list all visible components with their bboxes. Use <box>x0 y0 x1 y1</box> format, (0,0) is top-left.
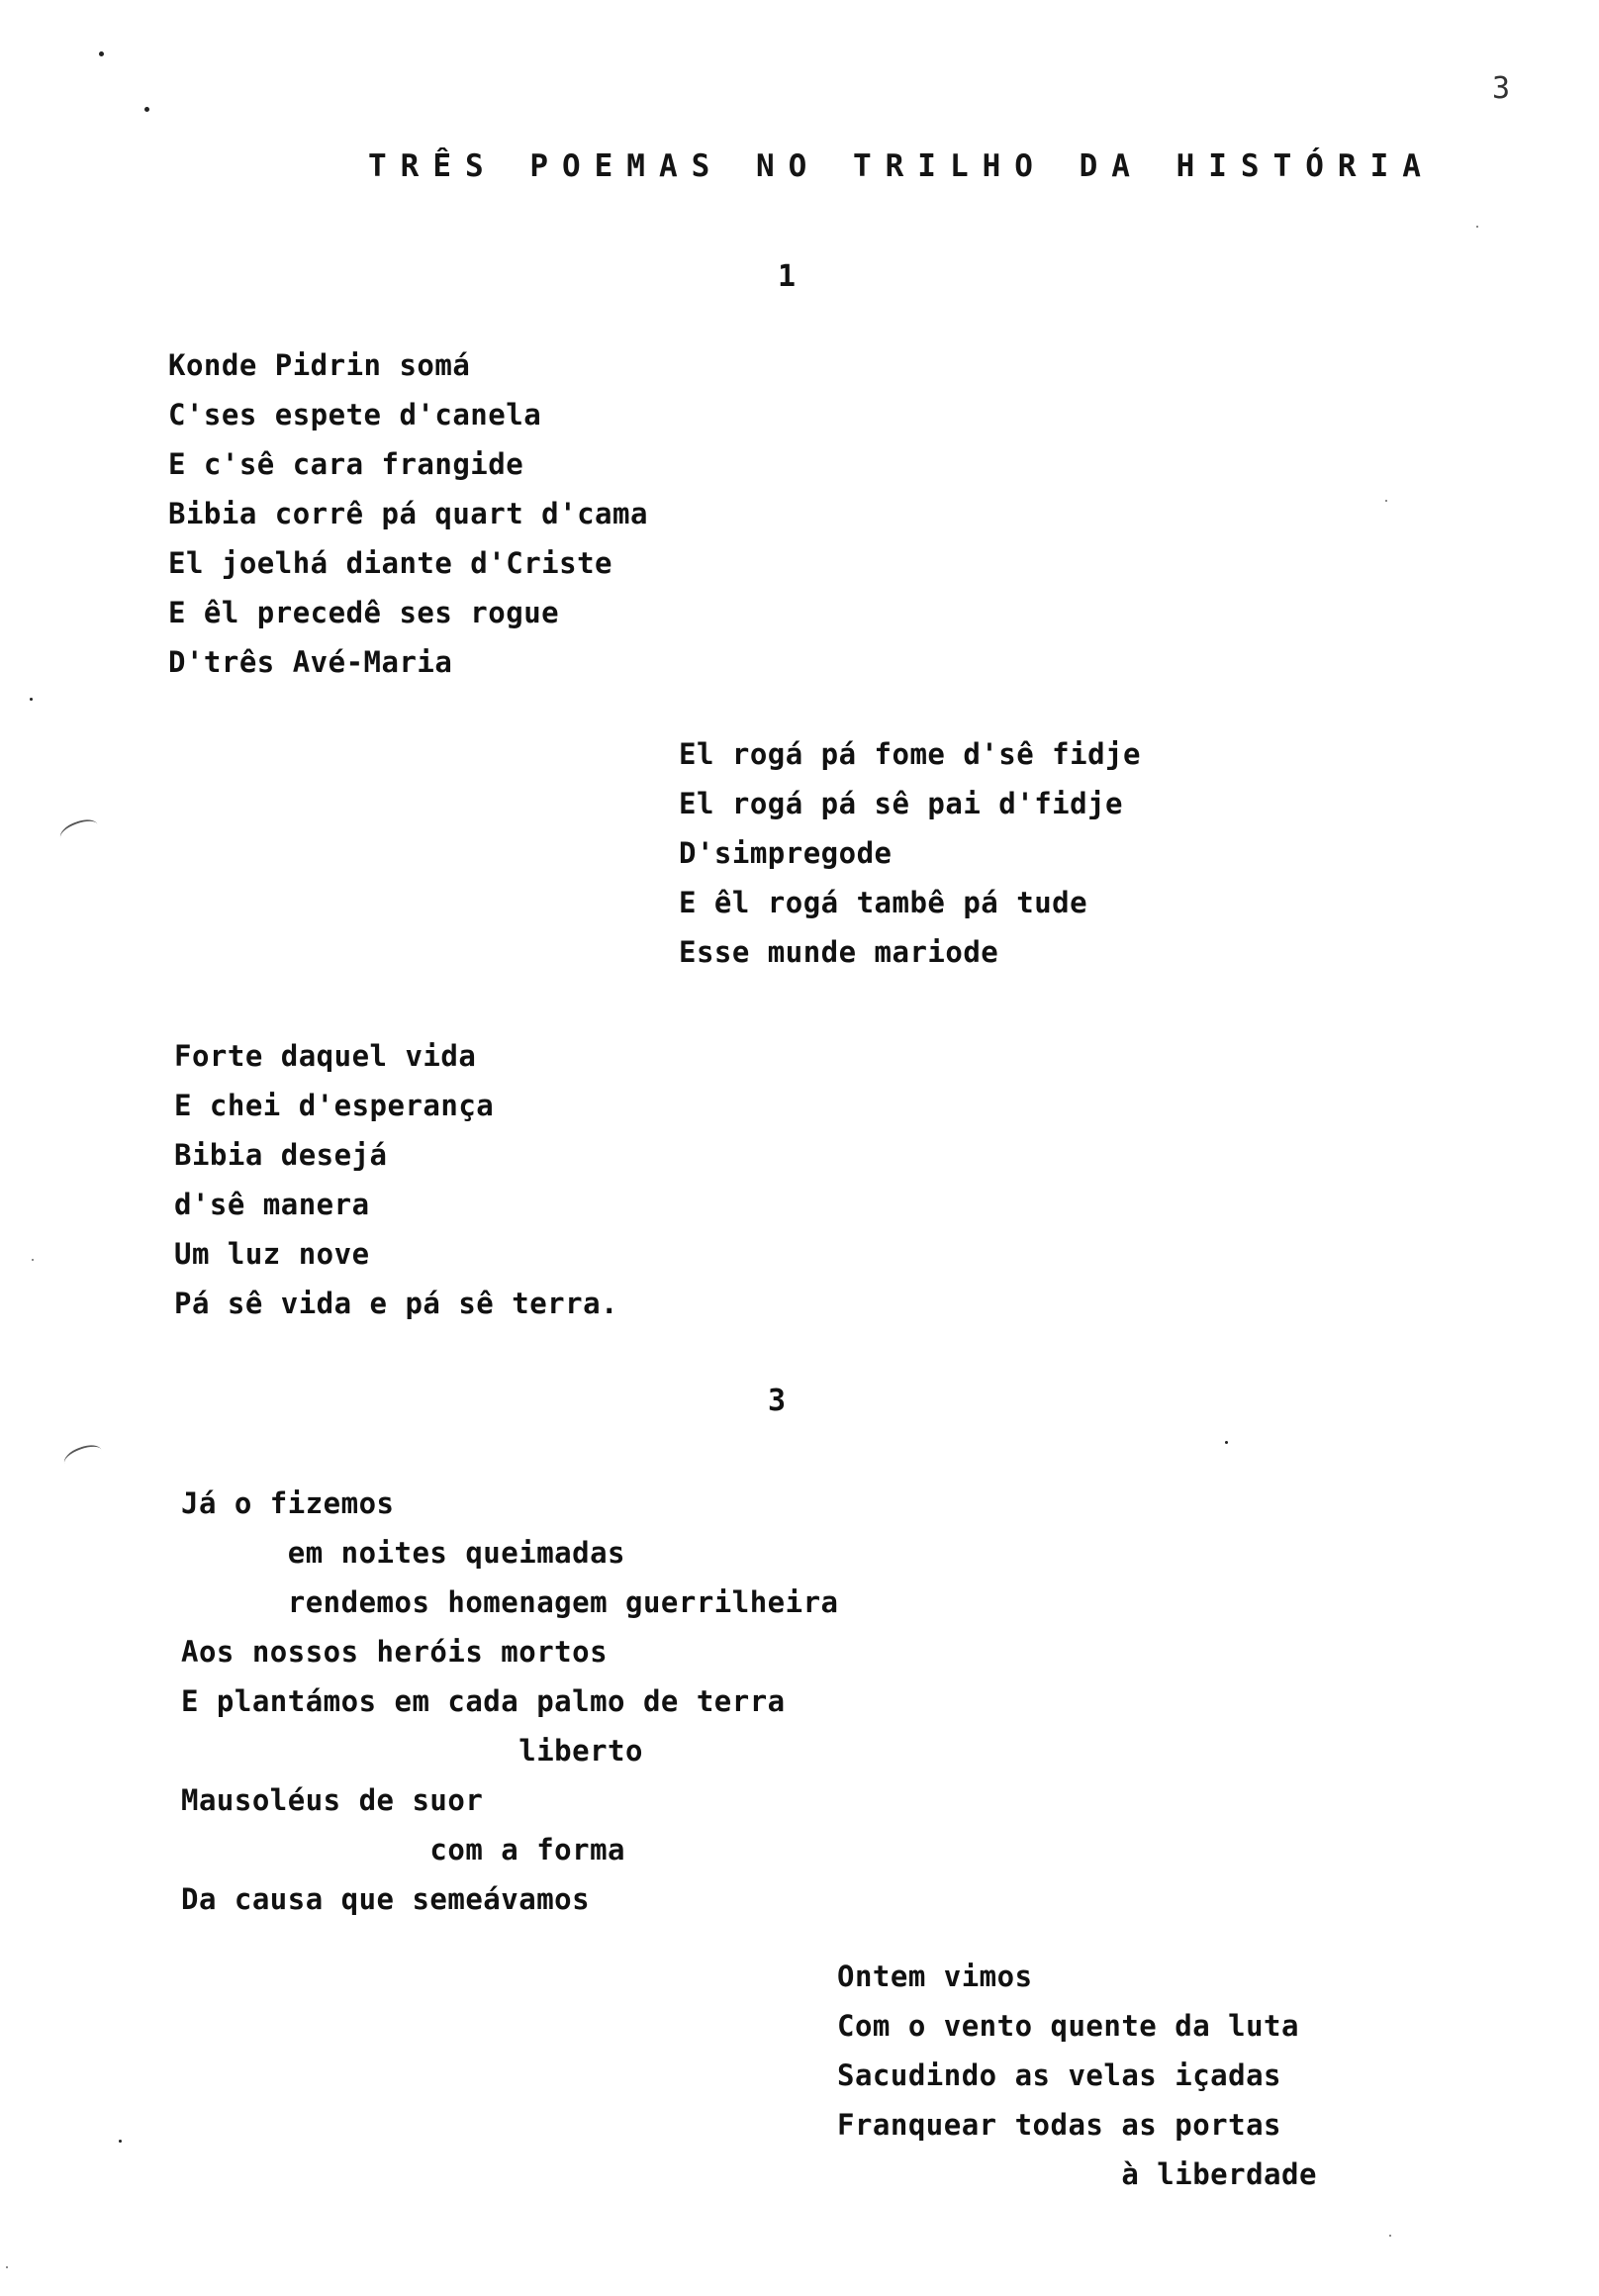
poem-line: D'três Avé-Maria <box>168 645 453 679</box>
poem-1-stanza-1 <box>168 340 648 687</box>
scan-speck <box>119 2140 122 2143</box>
page-number-mark: 3 <box>1492 71 1511 106</box>
poem-line: E chei d'esperança <box>174 1089 495 1122</box>
poem-line: Bibia corrê pá quart d'cama <box>168 497 648 530</box>
poem-line: d'sê manera <box>174 1188 370 1221</box>
poem-line: Da causa que semeávamos <box>181 1882 591 1916</box>
poem-line: E plantámos em cada palmo de terra <box>181 1684 786 1718</box>
poem-line: C'ses espete d'canela <box>168 398 542 431</box>
scan-mark <box>57 815 101 847</box>
poem-line: à liberdade <box>837 2157 1317 2191</box>
poem-line: Mausoléus de suor <box>181 1783 484 1817</box>
poem-line: em noites queimadas <box>181 1536 625 1570</box>
poem-line: Sacudindo as velas içadas <box>837 2058 1281 2092</box>
poem-line: Konde Pidrin somá <box>168 348 471 382</box>
poem-line: Franquear todas as portas <box>837 2108 1281 2142</box>
poem-line: liberto <box>181 1734 643 1768</box>
poem-line: Pá sê vida e pá sê terra. <box>174 1287 618 1320</box>
poem-line: Esse munde mariode <box>679 935 999 969</box>
scan-speck <box>1389 2235 1391 2237</box>
poem-line: El joelhá diante d'Criste <box>168 546 612 580</box>
poem-line: D'simpregode <box>679 836 893 870</box>
poem-3-stanza-1 <box>181 1479 839 1924</box>
scan-speck <box>1385 500 1387 502</box>
poem-3-stanza-2 <box>837 1952 1317 2199</box>
poem-1-stanza-2 <box>679 729 1141 977</box>
poem-line: El rogá pá sê pai d'fidje <box>679 787 1123 820</box>
scan-speck <box>1476 226 1478 228</box>
poem-line: E êl rogá tambê pá tude <box>679 886 1088 919</box>
section-number-3: 3 <box>768 1384 787 1418</box>
scan-speck <box>30 698 33 701</box>
poem-line: E c'sê cara frangide <box>168 447 524 481</box>
section-number-1: 1 <box>778 259 797 294</box>
poem-line: Aos nossos heróis mortos <box>181 1635 609 1669</box>
poem-line: Com o vento quente da luta <box>837 2009 1299 2043</box>
poem-line: Ontem vimos <box>837 1960 1033 1993</box>
scan-speck <box>6 2266 8 2268</box>
poem-line: Forte daquel vida <box>174 1039 477 1073</box>
document-title: TRÊS POEMAS NO TRILHO DA HISTÓRIA <box>368 148 1435 184</box>
scan-speck <box>144 107 149 112</box>
poem-line: com a forma <box>181 1833 625 1866</box>
poem-1-stanza-3 <box>174 1031 618 1328</box>
scan-mark <box>61 1441 105 1473</box>
poem-line: Já o fizemos <box>181 1486 395 1520</box>
poem-line: El rogá pá fome d'sê fidje <box>679 737 1141 771</box>
poem-line: E êl precedê ses rogue <box>168 596 560 629</box>
scan-speck <box>1225 1441 1228 1444</box>
poem-line: rendemos homenagem guerrilheira <box>181 1585 839 1619</box>
scan-speck <box>99 51 104 56</box>
poem-line: Um luz nove <box>174 1237 370 1271</box>
scan-speck <box>32 1259 34 1261</box>
poem-line: Bibia desejá <box>174 1138 388 1172</box>
